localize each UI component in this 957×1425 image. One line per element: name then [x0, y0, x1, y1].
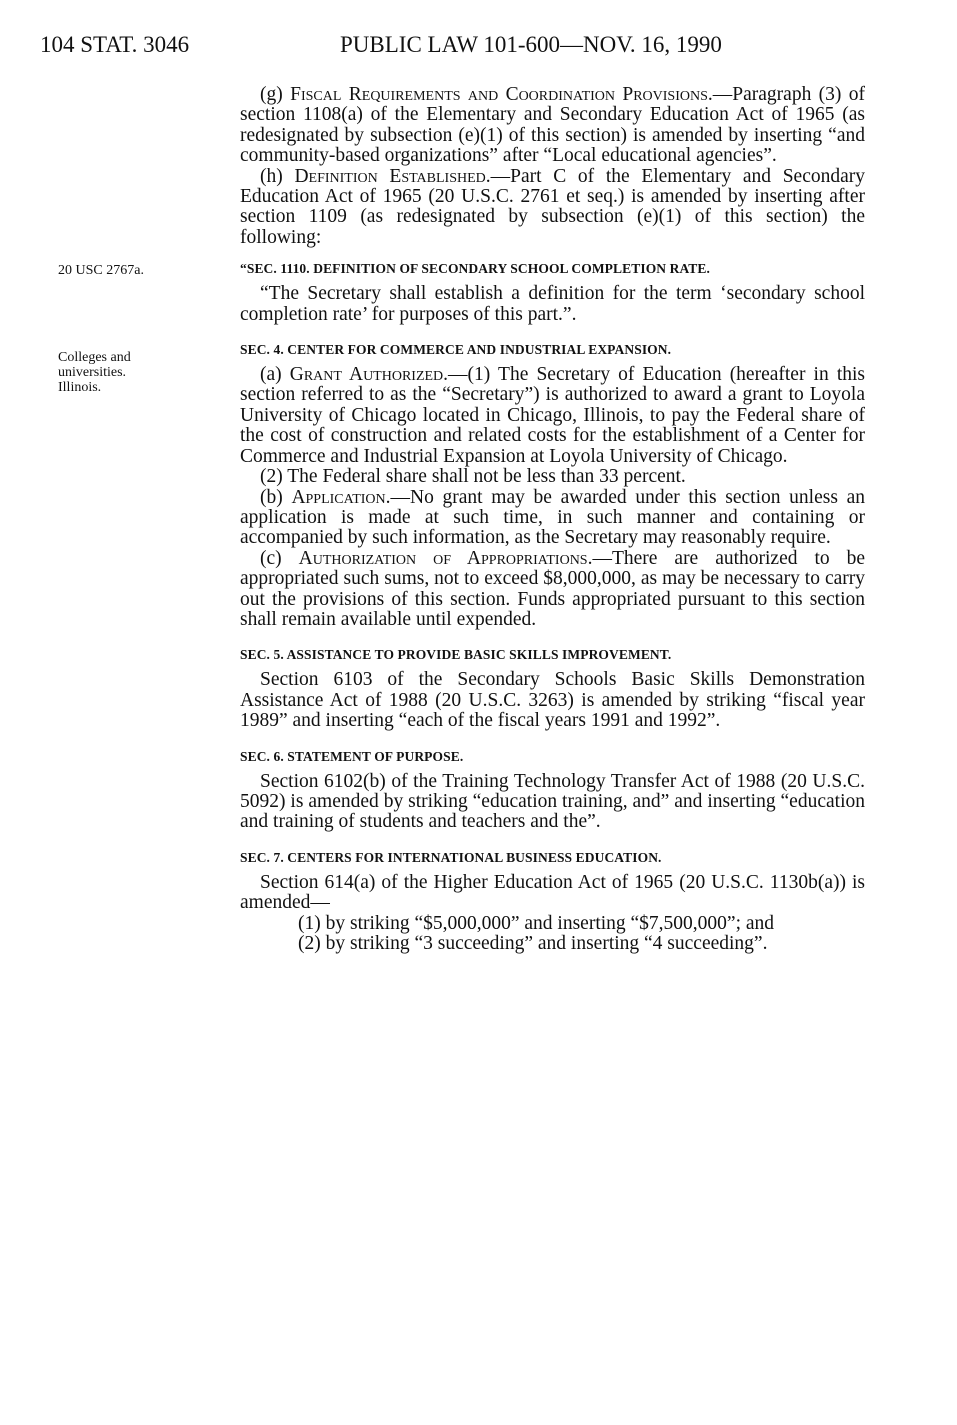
paragraph-text: —No grant may be awarded under this section unless an application is made at such time, in such manner and containing or accompanied by such information, as the Secretary may reasonably require. — [240, 486, 865, 549]
stat-citation: 104 STAT. 3046 — [40, 32, 190, 57]
section-4-c — [240, 549, 865, 631]
section-1110-heading: “SEC. 1110. DEFINITION OF SECONDARY SCHOOL COMPLETION RATE. — [240, 261, 710, 277]
paragraph-heading: Application. — [291, 486, 391, 508]
section-4-b — [240, 488, 865, 549]
section-7-item-1: (1) by striking “$5,000,000” and inserting “$7,500,000”; and — [298, 912, 775, 934]
paragraph-text: —Paragraph (3) of section 1108(a) of the Elementary and Secondary Education Act of 1965 (as redesignated by subsection (e)(1) of this section) is amended by inserting “and community-based organizations” after “Local educational agencies”. — [240, 84, 865, 167]
paragraph-label: (g) — [260, 84, 283, 105]
section-6-heading: SEC. 6. STATEMENT OF PURPOSE. — [240, 748, 464, 764]
margin-note-line: Illinois. — [58, 380, 102, 395]
paragraph-h — [240, 167, 865, 249]
margin-note-line: Colleges and — [58, 350, 131, 365]
section-1110-text: “The Secretary shall establish a definition for the term ‘secondary school completion rate’ for purposes of this part.”. — [240, 283, 865, 325]
paragraph-heading: Fiscal Requirements and Coordination Provisions. — [290, 84, 713, 105]
paragraph-label: (h) — [260, 165, 283, 187]
paragraph-text: —There are authorized to be appropriated such sums, not to exceed $8,000,000, as may be necessary to carry out the provisions of this section. Funds appropriated pursuant to this section shall remain available until expended. — [240, 547, 866, 630]
section-4-a2: (2) The Federal share shall not be less than 33 percent. — [260, 466, 686, 488]
section-7-heading: SEC. 7. CENTERS FOR INTERNATIONAL BUSINESS EDUCATION. — [240, 849, 662, 865]
section-7-text: Section 614(a) of the Higher Education Act of 1965 (20 U.S.C. 1130b(a)) is amended— — [240, 871, 865, 914]
paragraph-heading: Authorization of Appropriations. — [298, 547, 593, 569]
section-6-text: Section 6102(b) of the Training Technology Transfer Act of 1988 (20 U.S.C. 5092) is amended by striking “education training, and” and inserting “education and training of students and teachers and the”. — [240, 770, 865, 833]
margin-note-usc: 20 USC 2767a. — [58, 263, 144, 278]
paragraph-text: —(1) The Secretary of Education (hereafter in this section referred to as the “Secretary”) is authorized to award a grant to Loyola University of Chicago located in Chicago, Illinois, to pay the Federal share of the cost of construction and related costs for the establishment of a Center for Commerce and Industrial Expansion at Loyola University of Chicago. — [240, 364, 866, 467]
section-7-item-2: (2) by striking “3 succeeding” and inserting “4 succeeding”. — [298, 933, 768, 954]
page-header — [40, 32, 900, 72]
section-5-heading: SEC. 5. ASSISTANCE TO PROVIDE BASIC SKILLS IMPROVEMENT. — [240, 647, 672, 663]
paragraph-g — [240, 85, 865, 167]
margin-note-colleges — [58, 350, 208, 395]
paragraph-heading: Grant Authorized. — [289, 364, 449, 386]
main-text-column — [240, 85, 865, 954]
section-4-heading: SEC. 4. CENTER FOR COMMERCE AND INDUSTRIAL EXPANSION. — [240, 342, 672, 358]
paragraph-heading: Definition Established. — [294, 165, 491, 187]
paragraph-text: —Part C of the Elementary and Secondary Education Act of 1965 (20 U.S.C. 2761 et seq.) is amended by inserting after section 1109 (as redesignated by subsection (e)(1) of this section) the following: — [240, 165, 866, 248]
paragraph-label: (c) — [260, 547, 282, 569]
paragraph-label: (a) — [260, 364, 282, 386]
margin-note-line: universities. — [58, 365, 127, 380]
public-law-title: PUBLIC LAW 101-600—NOV. 16, 1990 — [340, 32, 722, 57]
section-5-text: Section 6103 of the Secondary Schools Basic Skills Demonstration Assistance Act of 1988 (20 U.S.C. 3263) is amended by striking “fiscal year 1989” and inserting “each of the fiscal years 1991 and 1992”. — [240, 669, 865, 732]
section-4-a — [240, 365, 865, 467]
paragraph-label: (b) — [260, 486, 283, 508]
